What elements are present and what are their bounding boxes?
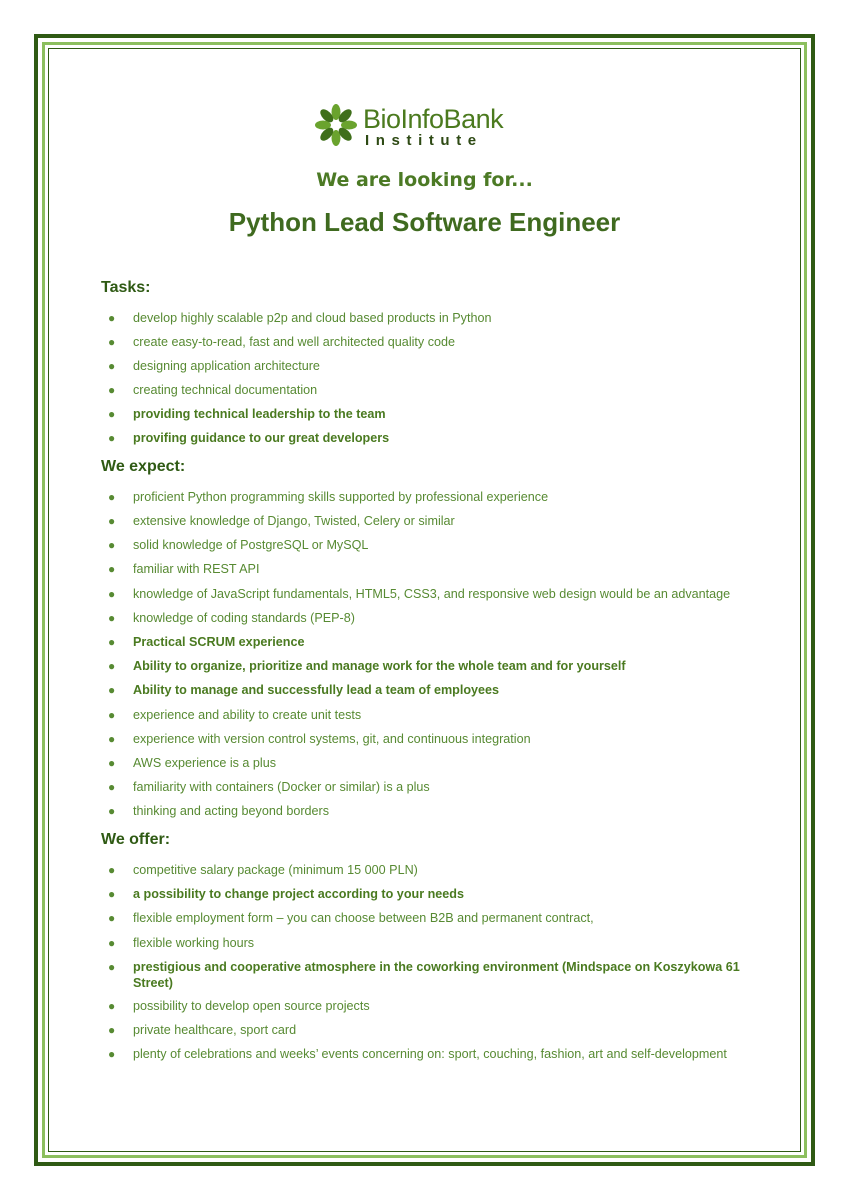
bullet-icon: ● xyxy=(108,732,116,746)
bullet-icon: ● xyxy=(108,999,116,1013)
list-item-text: extensive knowledge of Django, Twisted, Celery or similar xyxy=(133,514,455,528)
bullet-icon: ● xyxy=(108,659,116,673)
list-item xyxy=(108,755,748,771)
bullet-icon: ● xyxy=(108,911,116,925)
list-item xyxy=(108,959,753,991)
list-item-text: familiar with REST API xyxy=(133,562,260,576)
bullet-icon: ● xyxy=(108,1023,116,1037)
bullet-icon: ● xyxy=(108,960,116,974)
bullet-icon: ● xyxy=(108,780,116,794)
list-item xyxy=(108,406,748,422)
list-item-text: create easy-to-read, fast and well architected quality code xyxy=(133,335,456,349)
list-item xyxy=(108,658,748,674)
list-item-text: Practical SCRUM experience xyxy=(133,635,305,649)
list-item-text: private healthcare, sport card xyxy=(133,1023,297,1037)
list-item xyxy=(108,1022,748,1038)
list-item xyxy=(108,803,748,819)
list-item-text: flexible working hours xyxy=(133,936,255,950)
list-item xyxy=(108,586,768,602)
bullet-icon: ● xyxy=(108,708,116,722)
bullet-icon: ● xyxy=(108,887,116,901)
bullet-icon: ● xyxy=(108,804,116,818)
bullet-icon: ● xyxy=(108,635,116,649)
list-item-text: Ability to organize, prioritize and manage work for the whole team and for yourself xyxy=(133,659,626,673)
list-item-text: proficient Python programming skills supported by professional experience xyxy=(133,490,549,504)
bullet-icon: ● xyxy=(108,383,116,397)
list-item-text: plenty of celebrations and weeks’ events concerning on: sport, couching, fashion, art and self-development xyxy=(133,1047,727,1061)
list-item xyxy=(108,862,748,878)
list-item-text: competitive salary package (minimum 15 000 PLN) xyxy=(133,863,418,877)
bullet-icon: ● xyxy=(108,431,116,445)
list-item-text: provifing guidance to our great developers xyxy=(133,431,390,445)
bullet-icon: ● xyxy=(108,683,116,697)
list-item-text: thinking and acting beyond borders xyxy=(133,804,330,818)
logo-subtitle: Institute xyxy=(365,132,483,149)
bullet-icon: ● xyxy=(108,335,116,349)
bullet-icon: ● xyxy=(108,514,116,528)
list-item-text: designing application architecture xyxy=(133,359,320,373)
list-item xyxy=(108,910,748,926)
bullet-icon: ● xyxy=(108,562,116,576)
list-item-text: flexible employment form – you can choose between B2B and permanent contract, xyxy=(133,911,594,925)
list-item-text: knowledge of coding standards (PEP-8) xyxy=(133,611,355,625)
list-item xyxy=(108,358,748,374)
list-item xyxy=(108,334,748,350)
logo-name: BioInfoBank xyxy=(363,104,504,134)
list-item-text: possibility to develop open source projects xyxy=(133,999,370,1013)
list-item-text: a possibility to change project according to your needs xyxy=(133,887,464,901)
list-item-text: familiarity with containers (Docker or similar) is a plus xyxy=(133,780,430,794)
bullet-icon: ● xyxy=(108,756,116,770)
list-item xyxy=(108,779,748,795)
list-item xyxy=(108,561,748,577)
list-item xyxy=(108,886,748,902)
bullet-icon: ● xyxy=(108,587,116,601)
offer-heading: We offer: xyxy=(101,831,171,848)
bullet-icon: ● xyxy=(108,311,116,325)
list-item-text: creating technical documentation xyxy=(133,383,318,397)
list-item xyxy=(108,430,748,446)
list-item xyxy=(108,610,748,626)
bullet-icon: ● xyxy=(108,1047,116,1061)
expect-heading: We expect: xyxy=(101,458,186,475)
list-item xyxy=(108,935,748,951)
list-item-text: Ability to manage and successfully lead a team of employees xyxy=(133,683,500,697)
list-item xyxy=(108,382,748,398)
leaf-flower-icon xyxy=(313,102,359,148)
page-title: Python Lead Software Engineer xyxy=(228,207,621,237)
list-item-text: prestigious and cooperative atmosphere in the coworking environment (Mindspace on Koszykowa 61 Street) xyxy=(133,960,740,990)
bullet-icon: ● xyxy=(108,863,116,877)
list-item xyxy=(108,998,748,1014)
page-subtitle: We are looking for... xyxy=(316,169,533,191)
tasks-heading: Tasks: xyxy=(101,279,151,296)
bullet-icon: ● xyxy=(108,538,116,552)
list-item xyxy=(108,682,748,698)
list-item-text: solid knowledge of PostgreSQL or MySQL xyxy=(133,538,369,552)
list-item xyxy=(108,1046,768,1062)
list-item xyxy=(108,731,748,747)
list-item-text: experience with version control systems, git, and continuous integration xyxy=(133,732,531,746)
institute-logo xyxy=(313,102,543,152)
list-item xyxy=(108,513,748,529)
list-item xyxy=(108,707,748,723)
list-item-text: develop highly scalable p2p and cloud based products in Python xyxy=(133,311,492,325)
list-item xyxy=(108,310,748,326)
list-item-text: knowledge of JavaScript fundamentals, HTML5, CSS3, and responsive web design would be an advantage xyxy=(133,587,731,601)
bullet-icon: ● xyxy=(108,611,116,625)
list-item xyxy=(108,537,748,553)
bullet-icon: ● xyxy=(108,490,116,504)
list-item xyxy=(108,634,748,650)
list-item xyxy=(108,489,748,505)
bullet-icon: ● xyxy=(108,359,116,373)
list-item-text: experience and ability to create unit tests xyxy=(133,708,362,722)
bullet-icon: ● xyxy=(108,936,116,950)
list-item-text: providing technical leadership to the team xyxy=(133,407,386,421)
list-item-text: AWS experience is a plus xyxy=(133,756,277,770)
bullet-icon: ● xyxy=(108,407,116,421)
